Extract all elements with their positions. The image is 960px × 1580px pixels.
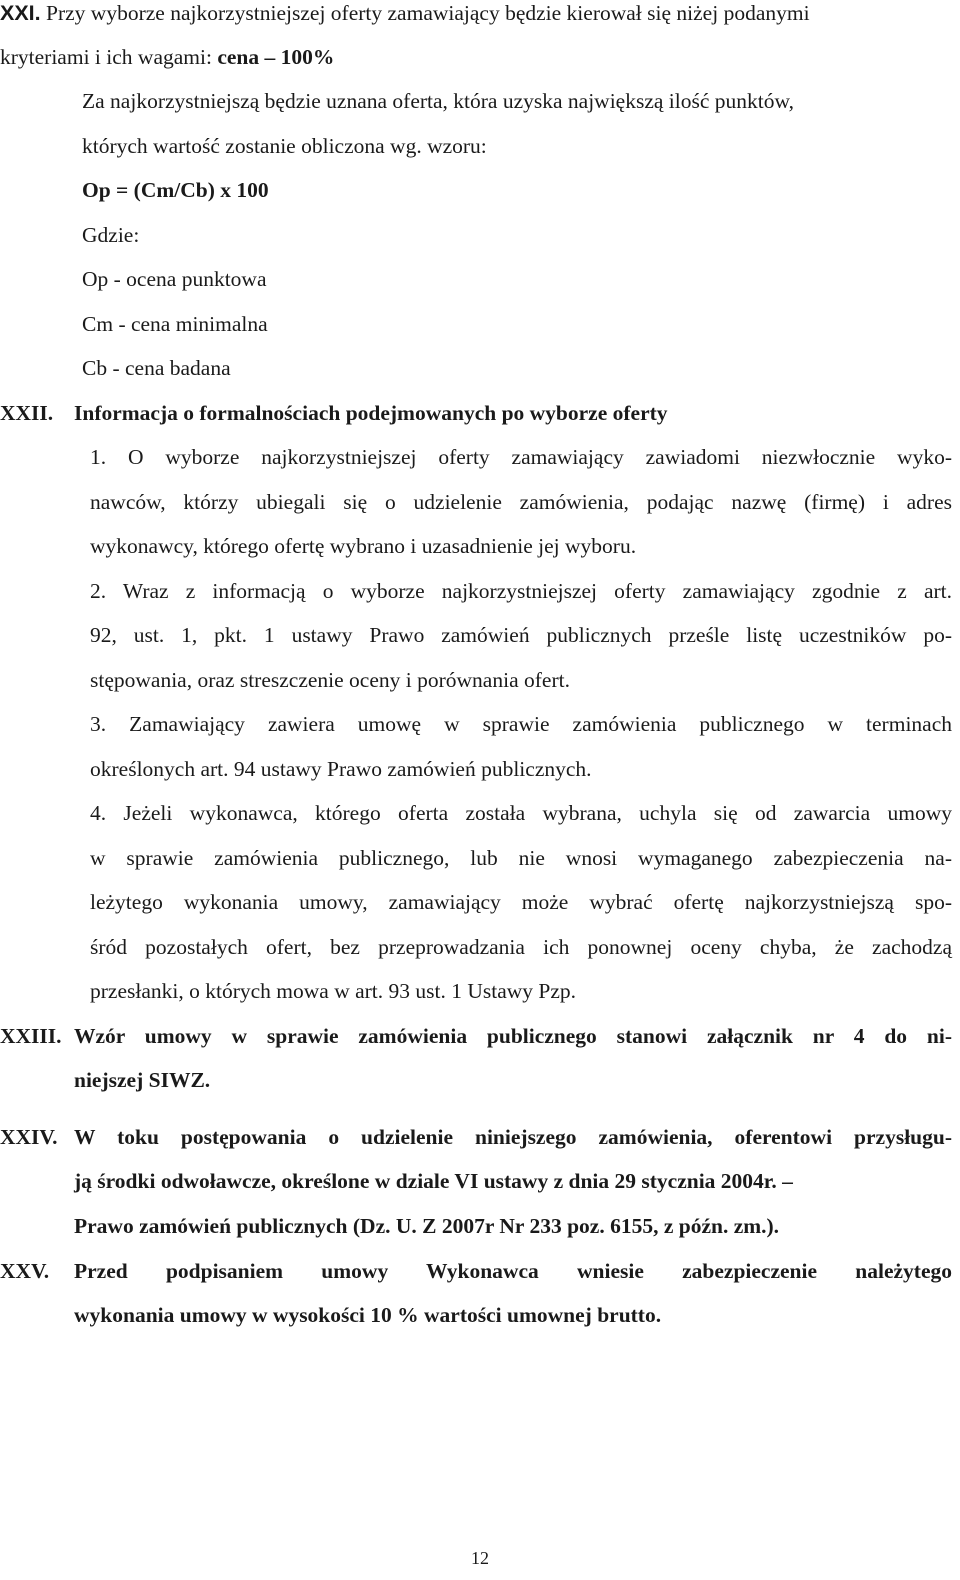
item-4-line-1: 4. Jeżeli wykonawca, którego oferta została wybrana, uchyla się od zawarcia umowy (90, 801, 952, 825)
section-xxii-number: XXII. (0, 401, 54, 425)
definition-cb: Cb - cena badana (82, 356, 231, 380)
item-4-line-4: śród pozostałych ofert, bez przeprowadzania ich ponownej oceny chyba, że zachodzą (90, 935, 952, 959)
section-xxi-paragraph-1: Za najkorzystniejszą będzie uznana oferta, która uzyska największą ilość punktów, (82, 89, 795, 113)
item-3-line-1: 3. Zamawiający zawiera umowę w sprawie zamówienia publicznego w terminach (90, 712, 952, 736)
item-4-line-5: przesłanki, o których mowa w art. 93 ust. 1 Ustawy Pzp. (90, 979, 577, 1003)
item-2-line-2: 92, ust. 1, pkt. 1 ustawy Prawo zamówień publicznych prześle listę uczestników po- (90, 623, 952, 647)
section-xxi-text-2: kryteriami i ich wagami: (0, 45, 218, 69)
section-xxi-paragraph-2: których wartość zostanie obliczona wg. wzoru: (82, 134, 487, 158)
section-xxi-number: XXI. (0, 1, 41, 25)
item-1-line-2: nawców, którzy ubiegali się o udzielenie zamówienia, podając nazwę (firmę) i adres (90, 490, 952, 514)
definition-op: Op - ocena punktowa (82, 267, 267, 291)
criterion-price-weight: cena – 100% (217, 45, 335, 69)
section-xxiv-line-3: Prawo zamówień publicznych (Dz. U. Z 2007r Nr 233 poz. 6155, z późn. zm.). (74, 1214, 780, 1238)
section-xxv-line-2: wykonania umowy w wysokości 10 % wartości umownej brutto. (74, 1303, 662, 1327)
section-xxiii-line-1: Wzór umowy w sprawie zamówienia publicznego stanowi załącznik nr 4 do ni- (74, 1024, 952, 1048)
section-xxiii-number: XXIII. (0, 1024, 62, 1048)
item-2-line-3: stępowania, oraz streszczenie oceny i porównania ofert. (90, 668, 570, 692)
section-xxi-line-2 (0, 44, 334, 70)
where-label: Gdzie: (82, 223, 140, 247)
item-4-line-2: w sprawie zamówienia publicznego, lub nie wnosi wymaganego zabezpieczenia na- (90, 846, 952, 870)
section-xxiv-line-2: ją środki odwoławcze, określone w dziale VI ustawy z dnia 29 stycznia 2004r. – (74, 1169, 793, 1193)
section-xxiii-line-2: niejszej SIWZ. (74, 1068, 211, 1092)
item-2-line-1: 2. Wraz z informacją o wyborze najkorzystniejszej oferty zamawiający zgodnie z art. (90, 579, 952, 603)
page-number: 12 (471, 1548, 489, 1568)
formula: Op = (Cm/Cb) x 100 (82, 178, 269, 202)
item-4-line-3: leżytego wykonania umowy, zamawiający może wybrać ofertę najkorzystniejszą spo- (90, 890, 952, 914)
definition-cm: Cm - cena minimalna (82, 312, 268, 336)
section-xxi-text-1: Przy wyborze najkorzystniejszej oferty zamawiający będzie kierował się niżej podanymi (46, 1, 810, 25)
section-xxii-title: Informacja o formalnościach podejmowanych po wyborze oferty (74, 401, 668, 425)
item-3-line-2: określonych art. 94 ustawy Prawo zamówień publicznych. (90, 757, 592, 781)
section-xxi-line-1 (0, 0, 952, 26)
section-xxv-line-1: Przed podpisaniem umowy Wykonawca wniesie zabezpieczenie należytego (74, 1259, 952, 1283)
section-xxiv-line-1: W toku postępowania o udzielenie niniejszego zamówienia, oferentowi przysługu- (74, 1125, 952, 1149)
item-1-line-3: wykonawcy, którego ofertę wybrano i uzasadnienie jej wyboru. (90, 534, 637, 558)
section-xxiv-number: XXIV. (0, 1125, 58, 1149)
item-1-line-1: 1. O wyborze najkorzystniejszej oferty zamawiający zawiadomi niezwłocznie wyko- (90, 445, 952, 469)
section-xxv-number: XXV. (0, 1259, 50, 1283)
